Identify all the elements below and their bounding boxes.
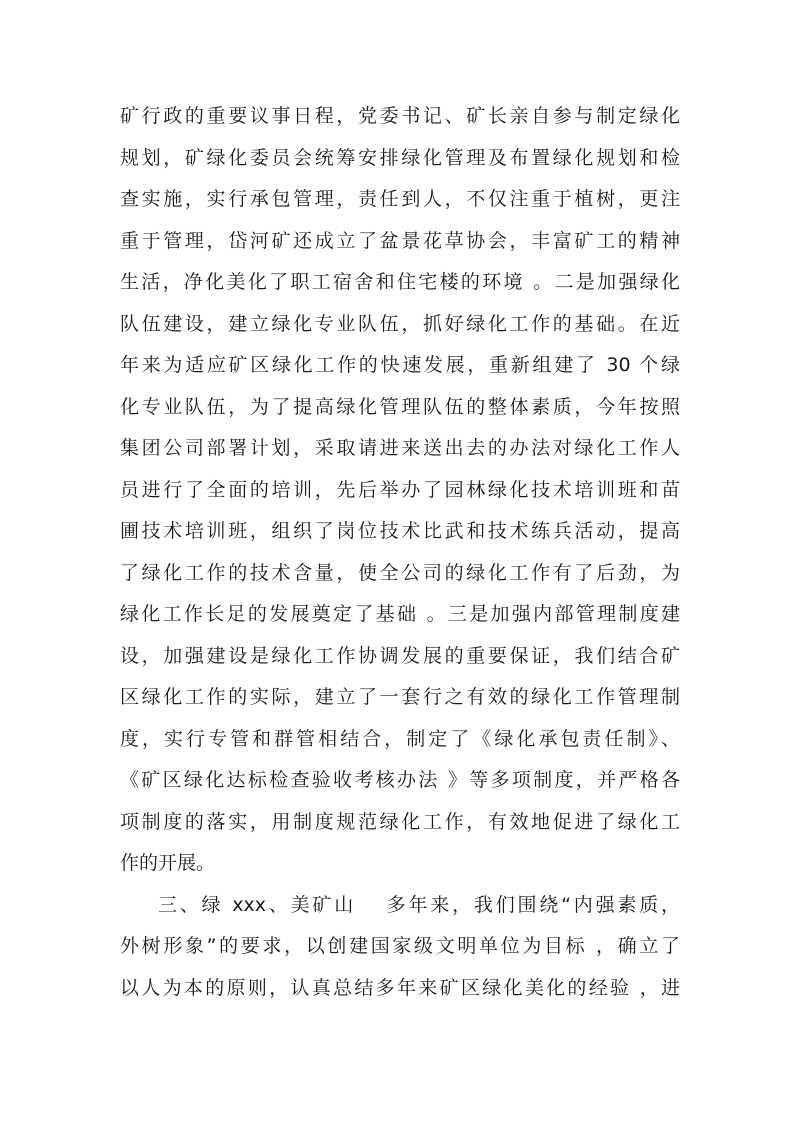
text-line: 队伍建设，建立绿化专业队伍，抓好绿化工作的基础。在近 (120, 312, 680, 335)
text-line: 重于管理，岱河矿还成立了盆景花草协会，丰富矿工的精神 (120, 229, 680, 252)
text-line: 生活，净化美化了职工宿舍和住宅楼的环境 。二是加强绿化 (120, 271, 680, 293)
text-line: 年来为适应矿区绿化工作的快速发展，重新组建了 30 个绿 (120, 354, 680, 376)
text-line: 外树形象”的要求，以创建国家级文明单位为目标 ，确立了 (120, 935, 680, 957)
text-line: 查实施，实行承包管理，责任到人，不仅注重于植树，更注 (120, 188, 680, 210)
text-line: 圃技术培训班，组织了岗位技术比武和技术练兵活动，提高 (120, 520, 680, 542)
text-line: 矿行政的重要议事日程，党委书记、矿长亲自参与制定绿化 (120, 105, 680, 127)
text-line: 设，加强建设是绿化工作协调发展的重要保证，我们结合矿 (120, 644, 680, 667)
text-line: 区绿化工作的实际，建立了一套行之有效的绿化工作管理制 (120, 686, 680, 708)
text-line: 度，实行专管和群管相结合，制定了《绿化承包责任制》、 (120, 727, 680, 750)
text-line: 规划，矿绿化委员会统筹安排绿化管理及布置绿化规划和检 (120, 146, 680, 169)
body-text (120, 96, 680, 1009)
text-line: 员进行了全面的培训，先后举办了园林绿化技术培训班和苗 (120, 478, 680, 501)
text-line: 《矿区绿化达标检查验收考核办法 》等多项制度，并严格各 (120, 769, 680, 791)
text-line: 项制度的落实，用制度规范绿化工作，有效地促进了绿化工 (120, 810, 680, 833)
text-line: 以人为本的原则，认真总结多年来矿区绿化美化的经验 ，进 (120, 976, 680, 999)
text-line: 绿化工作长足的发展奠定了基础 。三是加强内部管理制度建 (120, 603, 680, 625)
text-line: 化专业队伍，为了提高绿化管理队伍的整体素质，今年按照 (120, 395, 680, 418)
section-heading-line: 三、绿 xxx、美矿山 多年来，我们围绕“内强素质， (158, 893, 680, 916)
text-line: 了绿化工作的技术含量，使全公司的绿化工作有了后劲，为 (120, 561, 680, 584)
paragraph-end-line: 作的开展。 (120, 852, 216, 874)
text-line: 集团公司部署计划，采取请进来送出去的办法对绿化工作人 (120, 437, 680, 459)
